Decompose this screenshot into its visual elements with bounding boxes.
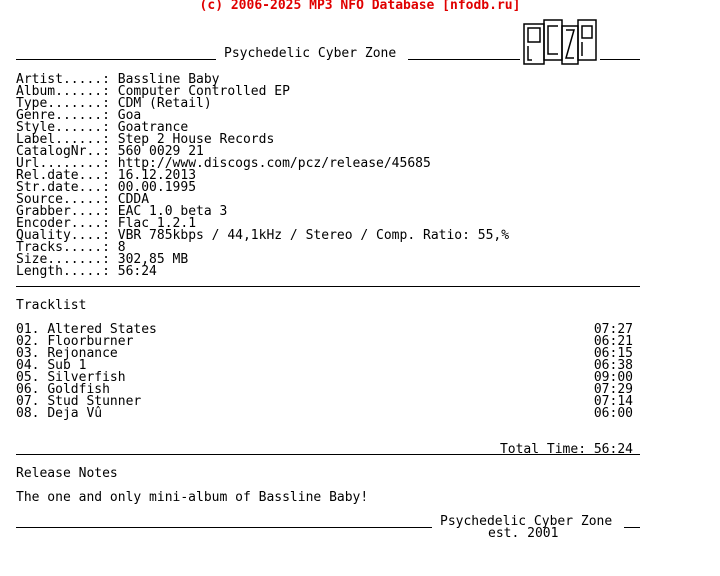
info-label: Str.date...: [16, 180, 110, 195]
info-row [16, 252, 189, 267]
info-value: Step 2 House Records [117, 132, 275, 147]
header-rule-right [408, 59, 520, 60]
info-label: Artist.....: [16, 72, 110, 87]
info-label: Tracks.....: [16, 240, 110, 255]
track-row [16, 396, 633, 408]
section-rule-1 [16, 286, 640, 287]
pcz-logo-text: PCZ [560, 48, 562, 49]
info-value: EAC 1.0 beta 3 [117, 204, 228, 219]
track-time: 06:38 [593, 358, 633, 373]
info-value: Bassline Baby [117, 72, 220, 87]
header-rule-left [16, 59, 216, 60]
info-value: Goa [117, 108, 142, 123]
info-row [16, 84, 290, 99]
copyright-banner: (c) 2006-2025 MP3 NFO Database [nfodb.ru] [199, 0, 521, 13]
info-label: Style......: [16, 120, 110, 135]
track-number: 06. [16, 382, 40, 397]
info-row [16, 120, 189, 135]
info-label: Album......: [16, 84, 110, 99]
track-title: Silverfish [47, 370, 126, 385]
info-value: http://www.discogs.com/pcz/release/45685 [117, 156, 431, 171]
track-number: 08. [16, 406, 40, 421]
info-row [16, 108, 142, 123]
info-row [16, 228, 510, 243]
info-value: 16.12.2013 [117, 168, 197, 183]
info-value: 302,85 MB [117, 252, 189, 267]
header-title: Psychedelic Cyber Zone [224, 46, 397, 61]
info-row [16, 72, 220, 87]
track-title: Deja Vû [47, 406, 103, 421]
track-number: 07. [16, 394, 40, 409]
total-time-label: Total Time: [499, 442, 587, 457]
info-label: Length.....: [16, 264, 110, 279]
info-label: Size.......: [16, 252, 110, 267]
info-label: Label......: [16, 132, 110, 147]
info-value: Flac 1.2.1 [117, 216, 197, 231]
track-row [16, 408, 633, 420]
track-number: 04. [16, 358, 40, 373]
info-row [16, 192, 150, 207]
info-row [16, 180, 197, 195]
track-title: Altered States [47, 322, 157, 337]
track-time: 07:27 [593, 322, 633, 337]
header-rule-far-right [600, 59, 640, 60]
track-number: 02. [16, 334, 40, 349]
info-row [16, 144, 204, 159]
footer-title: Psychedelic Cyber Zone [440, 514, 613, 529]
track-title: Sub 1 [47, 358, 87, 373]
info-label: CatalogNr..: [16, 144, 110, 159]
info-label: Url........: [16, 156, 110, 171]
pcz-logo [522, 18, 598, 66]
footer-rule-left [16, 527, 432, 528]
info-row [16, 168, 197, 183]
release-notes-heading: Release Notes [16, 466, 118, 481]
info-row [16, 216, 197, 231]
info-label: Encoder....: [16, 216, 110, 231]
total-time-value: 56:24 [593, 442, 633, 457]
track-time: 06:00 [593, 406, 633, 421]
release-notes-text: The one and only mini-album of Bassline Baby! [16, 490, 369, 505]
info-value: 560 0029 21 [117, 144, 204, 159]
info-label: Source.....: [16, 192, 110, 207]
tracklist-heading: Tracklist [16, 298, 87, 313]
info-label: Genre......: [16, 108, 110, 123]
info-label: Quality....: [16, 228, 110, 243]
info-row [16, 204, 228, 219]
footer-rule-right [624, 527, 640, 528]
track-title: Goldfish [47, 382, 110, 397]
track-time: 06:15 [593, 346, 633, 361]
track-title: Stud Stunner [47, 394, 142, 409]
info-value: CDDA [117, 192, 150, 207]
track-title: Rejonance [47, 346, 118, 361]
section-rule-2 [16, 454, 640, 455]
info-value: 56:24 [117, 264, 157, 279]
info-label: Grabber....: [16, 204, 110, 219]
track-number: 05. [16, 370, 40, 385]
info-value: Goatrance [117, 120, 189, 135]
track-number: 03. [16, 346, 40, 361]
info-row [16, 156, 431, 171]
info-label: Type.......: [16, 96, 110, 111]
info-value: 8 [117, 240, 126, 255]
info-row [16, 264, 157, 279]
track-time: 07:29 [593, 382, 633, 397]
info-value: Computer Controlled EP [117, 84, 290, 99]
track-time: 07:14 [593, 394, 633, 409]
info-row [16, 132, 275, 147]
footer-est: est. 2001 [488, 526, 559, 541]
info-row [16, 240, 126, 255]
track-number: 01. [16, 322, 40, 337]
track-row [16, 348, 633, 360]
info-value: CDM (Retail) [117, 96, 212, 111]
track-title: Floorburner [47, 334, 134, 349]
info-label: Rel.date...: [16, 168, 110, 183]
track-time: 06:21 [593, 334, 633, 349]
info-row [16, 96, 212, 111]
info-value: VBR 785kbps / 44,1kHz / Stereo / Comp. Ratio: 55,% [117, 228, 510, 243]
total-time-row [16, 432, 633, 456]
info-value: 00.00.1995 [117, 180, 197, 195]
track-time: 09:00 [593, 370, 633, 385]
